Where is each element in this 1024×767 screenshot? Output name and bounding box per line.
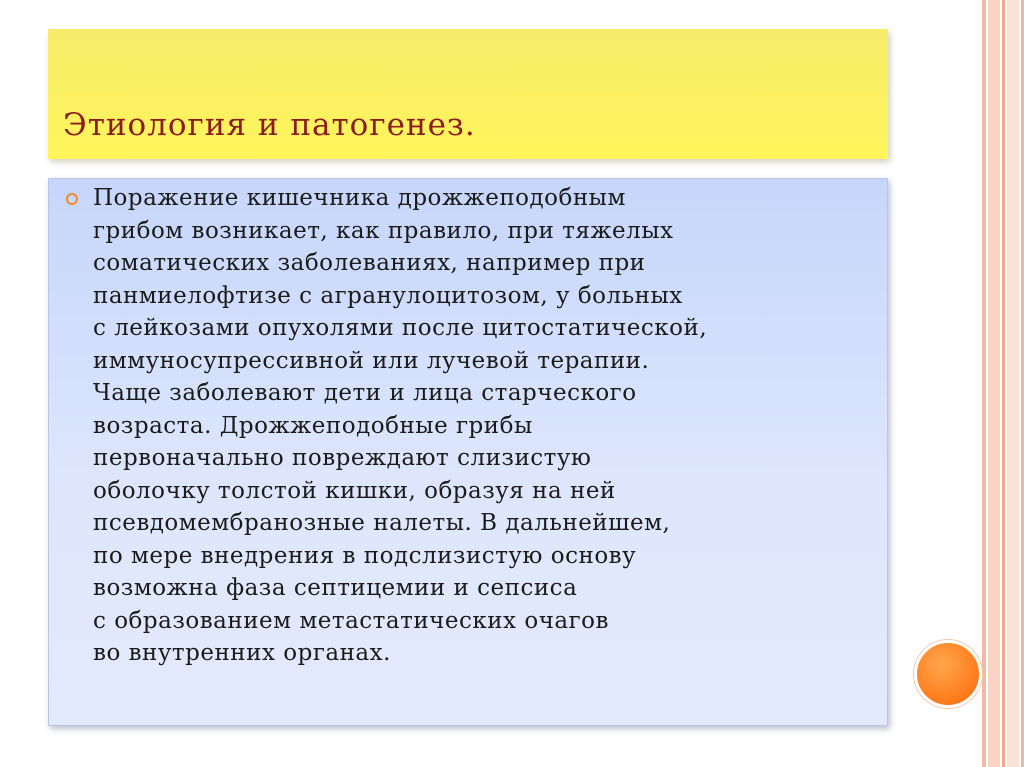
text-line: возможна фаза септицемии и сепсиса <box>93 575 578 601</box>
text-line: Поражение кишечника дрожжеподобным <box>93 185 626 211</box>
text-line: оболочку толстой кишки, образуя на ней <box>93 477 616 504</box>
text-line: псевдомембранозные налеты. В дальнейшем, <box>93 510 671 536</box>
stripe <box>982 0 986 767</box>
text-line: иммуносупрессивной или лучевой терапии. <box>93 347 650 374</box>
decorative-stripes <box>982 0 1024 767</box>
bullet-circle-icon <box>66 193 78 205</box>
text-line: панмиелофтизе с агранулоцитозом, у больных <box>93 282 683 309</box>
bullet-item <box>63 182 873 670</box>
text-line: с лейкозами опухолями после цитостатической, <box>93 315 708 341</box>
text-line: возраста. Дрожжеподобные грибы <box>93 412 533 439</box>
text-line: по мере внедрения в подслизистую основу <box>93 542 637 569</box>
stripe <box>1002 0 1005 767</box>
text-line: первоначально повреждают слизистую <box>93 445 592 471</box>
content-box <box>48 178 888 726</box>
slide-title: Этиология и патогенез. <box>63 107 476 143</box>
text-line: грибом возникает, как правило, при тяжелых <box>93 217 674 244</box>
stripe <box>988 0 1000 767</box>
orange-circle-decoration <box>914 640 982 708</box>
title-box <box>48 29 888 159</box>
text-line: соматических заболеваниях, например при <box>93 250 646 276</box>
text-line: Чаще заболевают дети и лица старческого <box>93 380 637 406</box>
text-line: во внутренних органах. <box>93 640 391 666</box>
stripe <box>1007 0 1019 767</box>
text-line: с образованием метастатических очагов <box>93 607 609 634</box>
bullet-text <box>93 182 873 670</box>
